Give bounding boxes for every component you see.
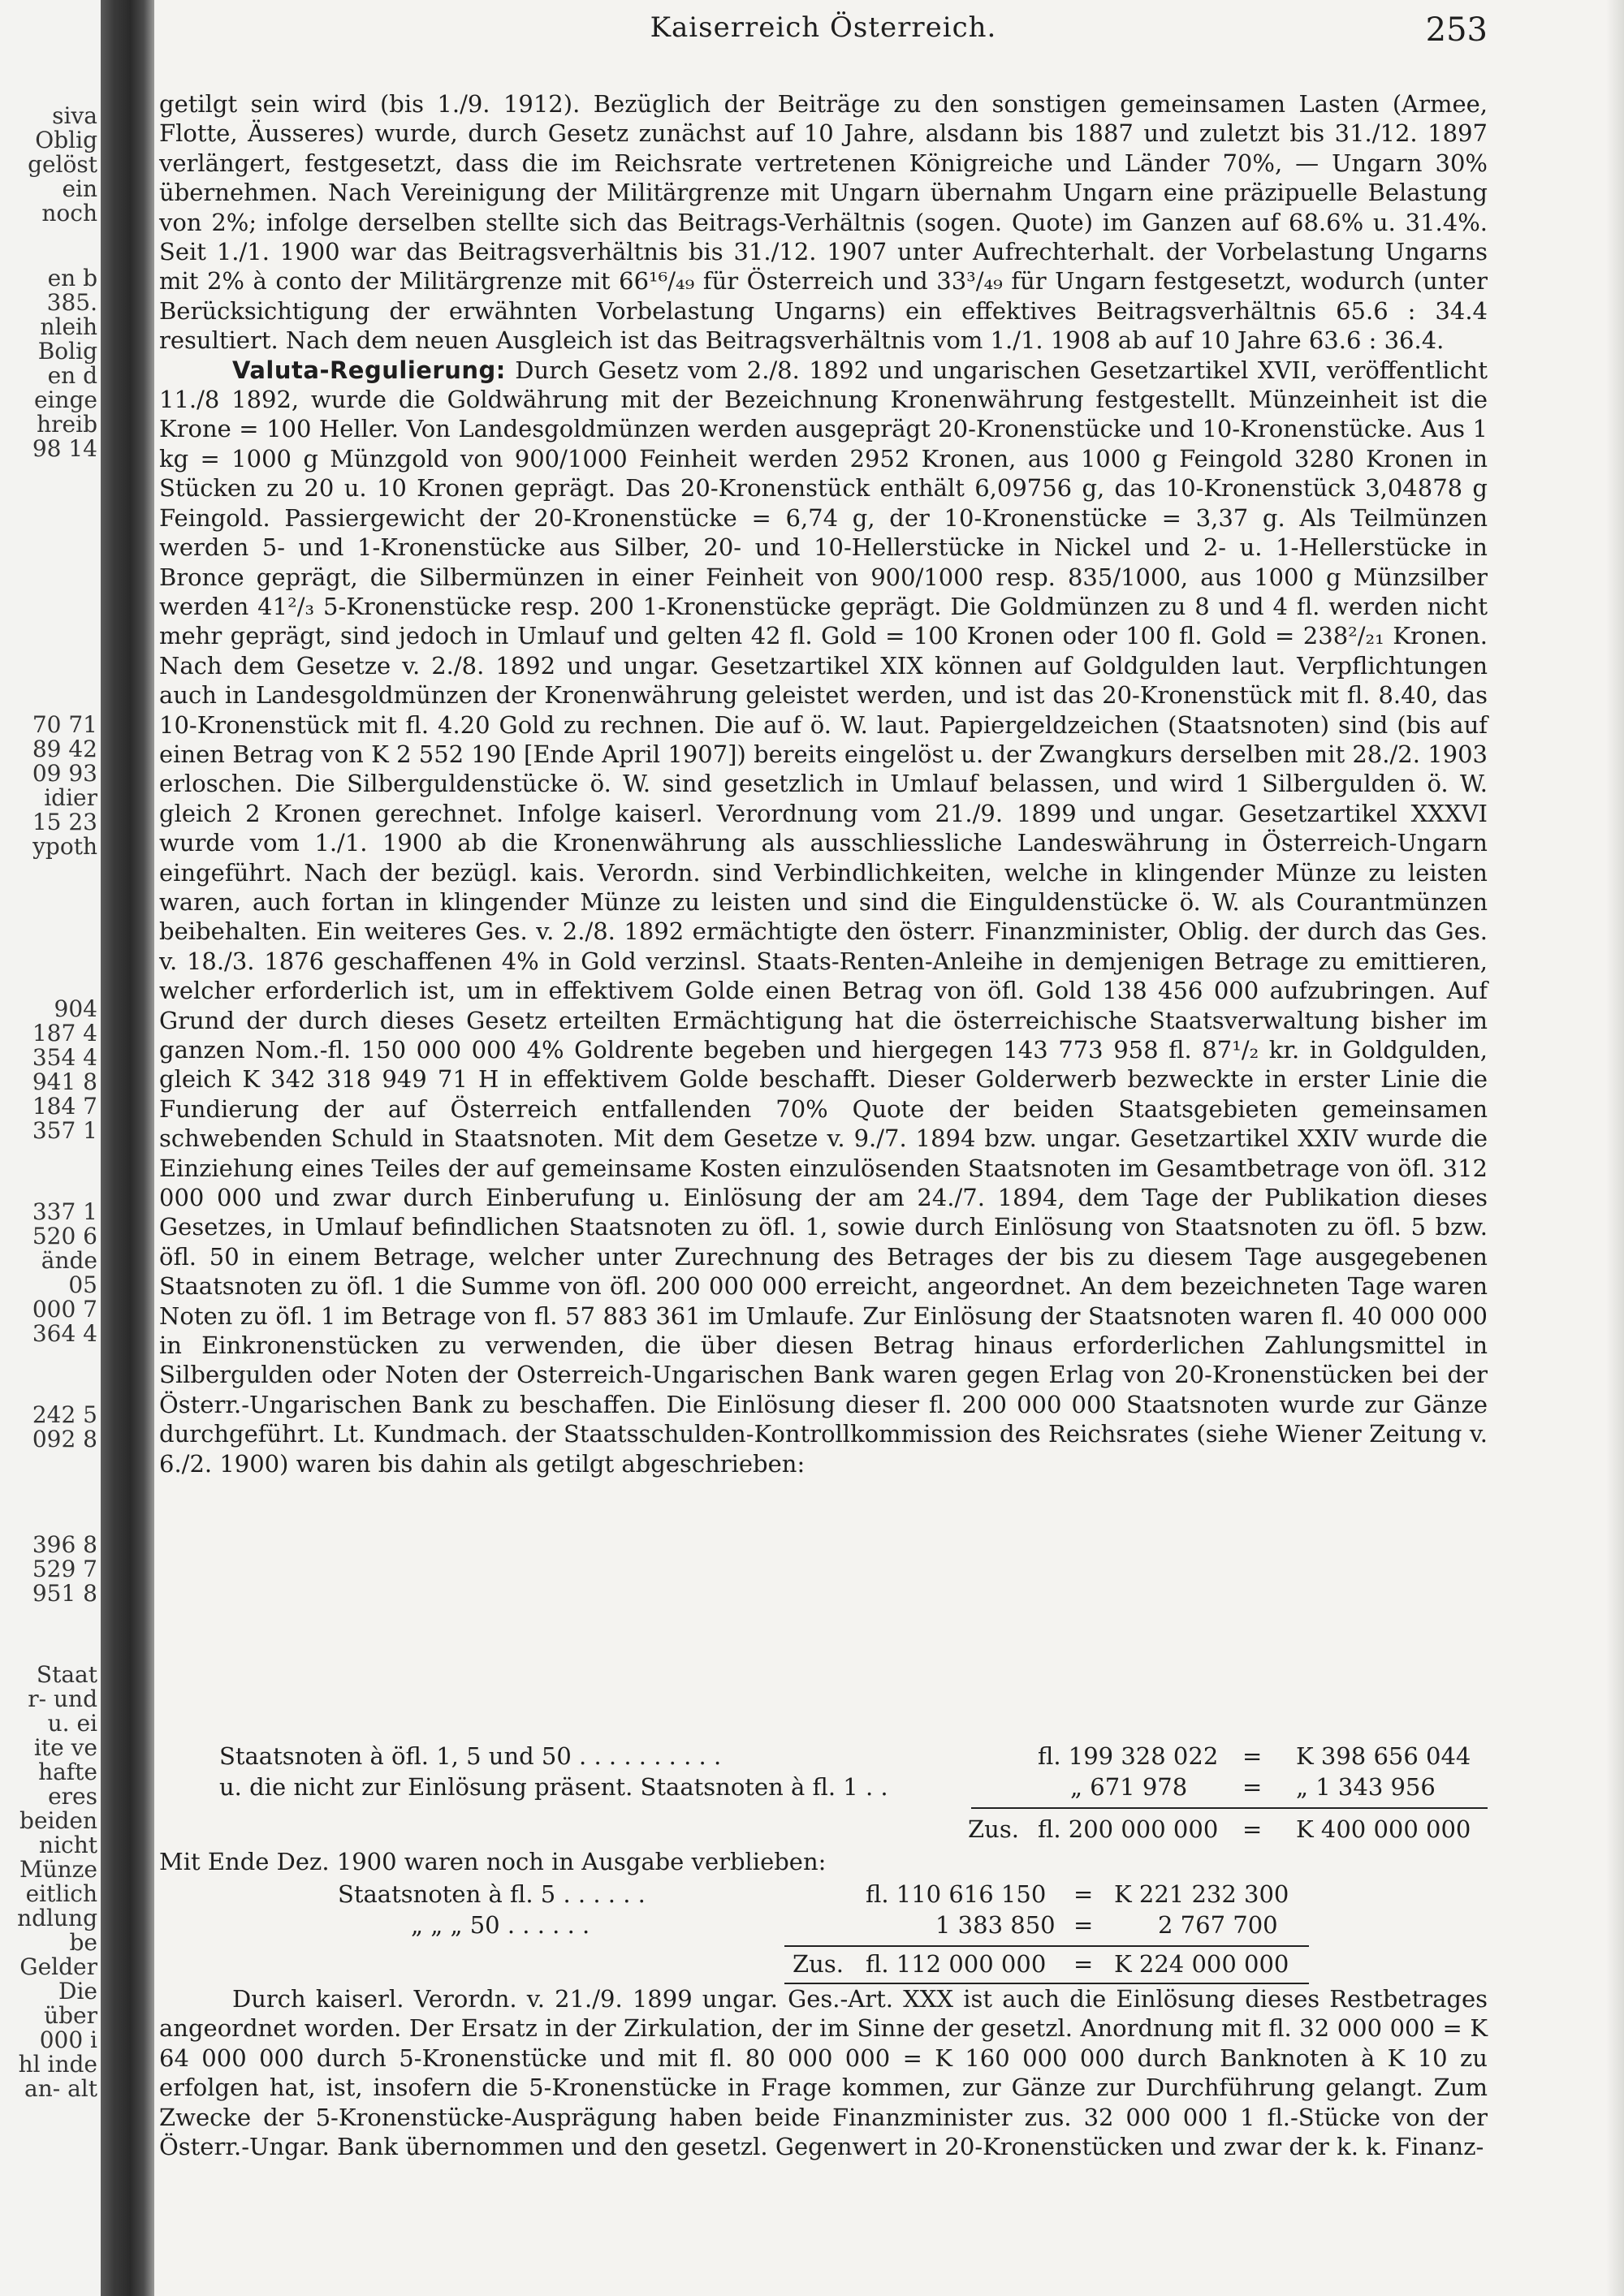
paragraph-valuta	[159, 356, 1488, 1478]
margin-fragment: 941 8	[32, 1068, 97, 1095]
margin-fragment: 000 i	[39, 2026, 97, 2053]
table-row	[338, 1880, 646, 1908]
margin-fragment: hafte	[38, 1759, 97, 1785]
row-label: u. die nicht zur Einlösung präsent. Staatsnoten à fl. 1	[219, 1773, 858, 1801]
margin-fragment: en b	[47, 265, 97, 291]
total-fl-value: fl. 112 000 000	[866, 1950, 1047, 1978]
margin-fragment: 05	[68, 1271, 97, 1298]
body-text	[159, 89, 1488, 1478]
margin-fragment: 000 7	[32, 1296, 97, 1323]
margin-fragment: 364 4	[32, 1320, 97, 1347]
margin-fragment: 184 7	[32, 1093, 97, 1120]
margin-fragment: be	[69, 1929, 97, 1956]
margin-fragment: 396 8	[32, 1531, 97, 1558]
paragraph-closing: Durch kaiserl. Verordn. v. 21./9. 1899 ungar. Ges.-Art. XXX ist auch die Einlösung dieses Restbetrages angeordnet worden. Der Ersatz in der Zirkulation, der im Sinne der gesetzl. Anordnung mit fl. 32 000 000 = K 64 000 000 durch 5-Kronenstücke und mit fl. 80 000 000 = K 160 000 000 durch Banknoten à K 10 zu erfolgen hat, ist, insofern die 5-Kronenstücke in Frage kommen, zur Gänze zur Durchführung gelangt. Zum Zwecke der 5-Kronenstücke-Ausprägung haben beide Finanzminister zus. 32 000 000 1 fl.-Stücke von der Österr.-Ungar. Bank übernommen und den gesetzl. Gegenwert in 20-Kronenstücken und zwar der k. k. Finanz-	[159, 1985, 1488, 2161]
row-dots: . .	[865, 1773, 888, 1801]
total-k-value: K 224 000 000	[1114, 1950, 1289, 1978]
paragraph-contributions: getilgt sein wird (bis 1./9. 1912). Bezüglich der Beiträge zu den sonstigen gemeinsamen Lasten (Armee, Flotte, Äusseres) wurde, durch Gesetz zunächst auf 10 Jahre, alsdann bis 1887 und zuletzt bis 31./12. 1897 verlängert, festgesetzt, dass die im Reichsrate vertretenen Königreiche und Länder 70%, — Ungarn 30% übernehmen. Nach Vereinigung der Militärgrenze mit Ungarn übernahm Ungarn eine präzipuelle Belastung von 2%; infolge derselben stellte sich das Beitrags-Verhältnis (sogen. Quote) im Ganzen auf 68.6% u. 31.4%. Seit 1./1. 1900 war das Beitragsverhältnis bis 31./12. 1907 unter Aufrechterhalt. der Vorbelastung Ungarns mit 2% à conto der Militärgrenze mit 66¹⁶/₄₉ für Österreich und 33³/₄₉ für Ungarn festgesetzt, wodurch (unter Berücksichtigung der erwähnten Vorbelastung Ungarns) ein effektives Beitragsverhältnis 65.6 : 34.4 resultiert. Nach dem neuen Ausgleich ist das Beitragsverhältnis vom 1./1. 1908 ab auf 10 Jahre 63.6 : 36.4.	[159, 90, 1488, 355]
margin-fragment: 70 71	[32, 711, 97, 738]
row-label: „ „ „ 50	[411, 1911, 500, 1939]
margin-fragment: Gelder	[19, 1953, 97, 1980]
row-dots: . . . . . . . . . .	[579, 1742, 722, 1770]
row-fl-value: 1 383 850	[935, 1911, 1056, 1939]
margin-fragment: Die	[58, 1978, 97, 2005]
margin-fragment: u. ei	[47, 1710, 97, 1737]
closing-paragraph-block	[159, 1984, 1488, 2161]
total-equals: =	[1242, 1815, 1263, 1843]
margin-fragment: 529 7	[32, 1556, 97, 1582]
margin-fragment: ein	[62, 175, 97, 202]
margin-fragment: Münze	[19, 1856, 97, 1883]
sum-rule	[784, 1945, 1309, 1947]
margin-fragment: 904	[54, 995, 97, 1022]
margin-fragment: 092 8	[32, 1426, 97, 1452]
row-dots: . . . . . .	[563, 1880, 646, 1908]
paragraph-valuta-text: Durch Gesetz vom 2./8. 1892 und ungarischen Gesetzartikel XVII, veröffentlicht 11./8 1892, wurde die Goldwährung mit der Bezeichnung Kronenwährung festgestellt. Münzeinheit ist die Krone = 100 Heller. Von Landesgoldmünzen werden ausgeprägt 20-Kronenstücke und 10-Kronenstücke. Aus 1 kg = 1000 g Münzgold von 900/1000 Feinheit werden 2952 Kronen, aus 1000 g Feingold 3280 Kronen in Stücken zu 20 u. 10 Kronen geprägt. Das 20-Kronenstück enthält 6,09756 g, das 10-Kronenstück 3,04878 g Feingold. Passiergewicht der 20-Kronenstücke = 6,74 g, der 10-Kronenstücke = 3,37 g. Als Teilmünzen werden 5- und 1-Kronenstücke aus Silber, 20- und 10-Hellerstücke in Nickel und 2- u. 1-Hellerstücke in Bronce geprägt, die Silbermünzen in einer Feinheit von 900/1000 resp. 835/1000, aus 1000 g Münzsilber werden 41²/₃ 5-Kronenstücke resp. 200 1-Kronenstücke geprägt. Die Goldmünzen zu 8 und 4 fl. werden nicht mehr geprägt, sind jedoch in Umlauf und gelten 42 fl. Gold = 100 Kronen oder 100 fl. Gold = 238²/₂₁ Kronen. Nach dem Gesetze v. 2./8. 1892 und ungar. Gesetzartikel XIX können auf Goldgulden laut. Verpflichtungen auch in Landesgoldmünzen der Kronenwährung geleistet werden, und ist das 20-Kronenstück mit fl. 8.40, das 10-Kronenstück mit fl. 4.20 Gold zu rechnen. Die auf ö. W. laut. Papiergeldzeichen (Staatsnoten) sind (bis auf einen Betrag von K 2 552 190 [Ende April 1907]) bereits eingelöst u. der Zwangkurs derselben mit 28./2. 1903 erloschen. Die Silberguldenstücke ö. W. sind gesetzlich in Umlauf belassen, und wird 1 Silbergulden ö. W. gleich 2 Kronen gerechnet. Infolge kaiserl. Verordnung vom 21./9. 1899 und ungar. Gesetzartikel XXXVI wurde vom 1./1. 1900 ab die Kronenwährung als ausschliessliche Landeswährung in Österreich-Ungarn eingeführt. Nach der bezügl. kais. Verordn. sind Verbindlichkeiten, welche in klingender Münze zu leisten waren, auch fortan in klingender Münze zu leisten und sind die Einguldenstücke ö. W. als Courantmünzen beibehalten. Ein weiteres Ges. v. 2./8. 1892 ermächtigte den österr. Finanzminister, Oblig. der durch das Ges. v. 18./3. 1876 geschaffenen 4% in Gold verzinsl. Staats-Renten-Anleihe in demjenigen Betrage zu emittieren, welcher erforderlich ist, um in effektivem Golde einen Betrag von öfl. Gold 138 456 000 aufzubringen. Auf Grund der durch dieses Gesetz erteilten Ermächtigung hat die österreichische Staatsverwaltung bisher im ganzen Nom.-fl. 150 000 000 4% Goldrente begeben und hiergegen 143 773 958 fl. 87¹/₂ kr. in Goldgulden, gleich K 342 318 949 71 H in effektivem Golde beschafft. Dieser Golderwerb bezweckte in erster Linie die Fundierung der auf Österreich entfallenden 70% Quote der beiden Staatsgebieten gemeinsamen schwebenden Schuld in Staatsnoten. Mit dem Gesetze v. 9./7. 1894 bzw. ungar. Gesetzartikel XXIV wurde die Einziehung eines Teiles der auf gemeinsame Kosten einzulösenden Staatsnoten im Gesamtbetrage von öfl. 312 000 000 und zwar durch Einberufung u. Einlösung der am 24./7. 1894, dem Tage der Publikation dieses Gesetzes, in Umlauf befindlichen Staatsnoten zu öfl. 1, sowie durch Einlösung von Staatsnoten zu öfl. 5 bzw. öfl. 50 in einem Betrage, welcher unter Zurechnung des Betrages der bis zu diesem Tage ausgegebenen Staatsnoten zu öfl. 1 die Summe von öfl. 200 000 000 erreicht, angeordnet. An dem bezeichneten Tage waren Noten zu öfl. 1 im Betrage von fl. 57 883 361 im Umlaufe. Zur Einlösung der Staatsnoten waren fl. 40 000 000 in Einkronenstücken zu verwenden, die über diesen Betrag hinaus erforderlichen Zahlungsmittel in Silbergulden oder Noten der Osterreich-Ungarischen Bank waren gegen Erlag von 20-Kronenstücken bei der Österr.-Ungarischen Bank zu beschaffen. Die Einlösung dieser fl. 200 000 000 Staatsnoten wurde zur Gänze durchgeführt. Lt. Kundmach. der Staatsschulden-Kontrollkommission des Reichsrates (siehe Wiener Zeitung v. 6./2. 1900) waren bis dahin als getilgt abgeschrieben:	[159, 356, 1488, 1478]
total-equals: =	[1073, 1950, 1094, 1978]
table-row	[411, 1911, 590, 1939]
margin-fragment: Oblig	[35, 127, 97, 153]
margin-fragment: nicht	[39, 1832, 97, 1858]
margin-fragment: ypoth	[32, 833, 97, 860]
page-number: 253	[1425, 11, 1488, 49]
margin-fragment: 357 1	[32, 1117, 97, 1144]
margin-fragment: eitlich	[25, 1880, 97, 1907]
table-row	[219, 1742, 721, 1770]
row-fl-value: „ 671 978	[1070, 1773, 1188, 1801]
margin-fragment: 89 42	[32, 736, 97, 762]
table-row	[219, 1773, 888, 1801]
margin-fragment: über	[44, 2002, 97, 2029]
row-equals: =	[1242, 1773, 1263, 1801]
page-edge	[1606, 0, 1624, 2296]
running-title: Kaiserreich Österreich.	[650, 11, 997, 44]
margin-fragment: siva	[52, 102, 97, 129]
margin-fragment: 520 6	[32, 1223, 97, 1249]
row-equals: =	[1073, 1880, 1094, 1908]
row-fl-value: fl. 199 328 022	[1038, 1742, 1219, 1770]
margin-fragment: hreib	[37, 411, 97, 438]
margin-fragment: 09 93	[32, 760, 97, 787]
total-label: Zus.	[793, 1950, 844, 1978]
row-label: Staatsnoten à fl. 5	[338, 1880, 556, 1908]
margin-fragment: 385.	[46, 289, 97, 316]
margin-fragment: an- alt	[24, 2075, 97, 2102]
margin-fragment: noch	[41, 200, 97, 227]
margin-fragment: 15 23	[32, 809, 97, 835]
total-label: Zus.	[968, 1815, 1019, 1843]
margin-fragment: eres	[48, 1783, 97, 1810]
margin-fragment: 187 4	[32, 1020, 97, 1047]
margin-fragment: nleih	[40, 313, 97, 340]
sum-rule	[971, 1807, 1488, 1809]
row-equals: =	[1073, 1911, 1094, 1939]
section-heading-valuta: Valuta-Regulierung:	[232, 356, 506, 384]
row-k-value: „ 1 343 956	[1296, 1773, 1436, 1801]
margin-fragment: beiden	[19, 1807, 97, 1834]
row-label: Staatsnoten à öfl. 1, 5 und 50	[219, 1742, 572, 1770]
margin-fragment: 951 8	[32, 1580, 97, 1607]
margin-fragment: ite ve	[33, 1734, 97, 1761]
intro-remaining: Mit Ende Dez. 1900 waren noch in Ausgabe verblieben:	[159, 1848, 827, 1875]
margin-fragment: 242 5	[32, 1401, 97, 1428]
margin-fragment: ände	[41, 1247, 97, 1274]
margin-fragment: 354 4	[32, 1044, 97, 1071]
margin-fragment: Bolig	[37, 338, 97, 365]
margin-fragment: 337 1	[32, 1198, 97, 1225]
row-k-value: K 398 656 044	[1296, 1742, 1471, 1770]
margin-fragment: ndlung	[17, 1905, 97, 1931]
row-k-value: 2 767 700	[1158, 1911, 1278, 1939]
running-header	[159, 11, 1488, 52]
margin-fragment: hl inde	[18, 2051, 97, 2078]
margin-fragment: 98 14	[32, 435, 97, 462]
adjacent-page-fragment	[0, 0, 104, 2296]
margin-fragment: Staat	[36, 1661, 97, 1688]
margin-fragment: r- und	[28, 1685, 97, 1712]
total-k-value: K 400 000 000	[1296, 1815, 1471, 1843]
row-fl-value: fl. 110 616 150	[866, 1880, 1047, 1908]
book-binding-gutter	[101, 0, 154, 2296]
margin-fragment: idier	[44, 784, 97, 811]
row-dots: . . . . . .	[507, 1911, 590, 1939]
row-equals: =	[1242, 1742, 1263, 1770]
margin-fragment: einge	[33, 386, 97, 413]
row-k-value: K 221 232 300	[1114, 1880, 1289, 1908]
margin-fragment: gelöst	[28, 151, 97, 178]
margin-fragment: en d	[47, 362, 97, 389]
total-fl-value: fl. 200 000 000	[1038, 1815, 1219, 1843]
